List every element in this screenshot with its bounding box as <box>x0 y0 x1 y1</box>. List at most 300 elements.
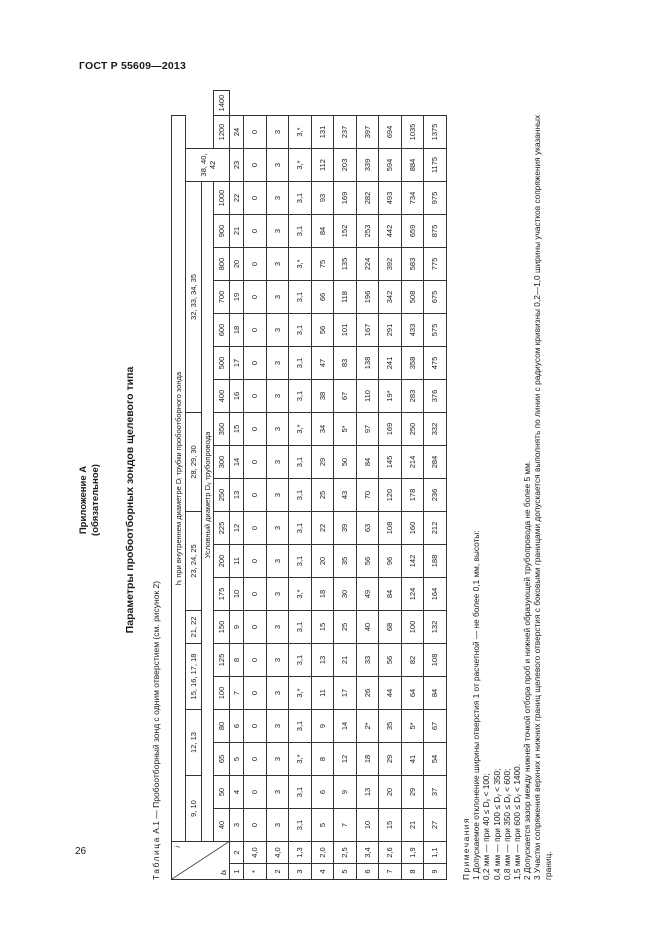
table-cell: 37 <box>424 776 447 809</box>
table-cell: 3,* <box>289 743 312 776</box>
table-cell: 21 <box>401 809 424 842</box>
note-line: 0,8 мм — при 350 ≤ Dᵧ < 600; <box>501 768 512 880</box>
table-cell: 659 <box>401 215 424 248</box>
table-cell: 64 <box>401 677 424 710</box>
table-cell: 675 <box>424 281 447 314</box>
table-cell: 100 <box>401 611 424 644</box>
table-cell: 3,1 <box>289 314 312 347</box>
column-number: 24 <box>230 116 244 149</box>
row-index-cell: 9 <box>424 864 447 880</box>
table-cell: 250 <box>401 413 424 446</box>
table-cell: 3 <box>266 248 289 281</box>
table-cell: 11 <box>311 677 334 710</box>
table-cell: 0 <box>244 116 267 149</box>
table-cell: 0 <box>244 644 267 677</box>
table-cell: 283 <box>401 380 424 413</box>
diameter-header: 65 <box>214 743 230 776</box>
table-cell: 3 <box>266 281 289 314</box>
table-cell: 3 <box>266 413 289 446</box>
note-line: 2 Допускается зазор между нижней точкой отбора проб и нижней образующей трубопровода не более 5 мм. <box>522 460 533 880</box>
table-cell: 120 <box>379 479 402 512</box>
table-cell: 0 <box>244 611 267 644</box>
note-line: 3 Участки сопряжения верхних и нижних границ щелевого отверстия с боковыми границами допускается выполнять по линии с радиусом кривизны 0,2—1,0 ширины участков сопряжения указанных границ. <box>532 114 553 880</box>
table-cell: 3,1 <box>289 512 312 545</box>
table-cell: 152 <box>334 215 357 248</box>
table-cell: 54 <box>424 743 447 776</box>
table-cell: 145 <box>379 446 402 479</box>
table-cell: 167 <box>356 314 379 347</box>
pipe-group-header: 38, 40, 42 <box>186 149 230 182</box>
table-cell: 20 <box>379 776 402 809</box>
column-number: 5 <box>230 743 244 776</box>
row-width-cell: 2,6 <box>379 842 402 864</box>
table-cell: 35 <box>334 545 357 578</box>
diameter-header: 40 <box>214 809 230 842</box>
column-number: 18 <box>230 314 244 347</box>
table-cell: 3,1 <box>289 479 312 512</box>
table-cell: 138 <box>356 347 379 380</box>
table-cell: 10 <box>356 809 379 842</box>
table-cell: 0 <box>244 215 267 248</box>
table-cell: 84 <box>379 578 402 611</box>
table-cell: 253 <box>356 215 379 248</box>
pipe-group-header: 23, 24, 25 <box>186 512 202 611</box>
table-cell: 0 <box>244 413 267 446</box>
table-cell: 975 <box>424 182 447 215</box>
row-index-cell: 3 <box>289 864 312 880</box>
table-cell: 13 <box>356 776 379 809</box>
table-cell: 0 <box>244 479 267 512</box>
table-cell: 97 <box>356 413 379 446</box>
table-cell: 135 <box>334 248 357 281</box>
row-width-cell: 2,5 <box>334 842 357 864</box>
table-cell: 3 <box>266 347 289 380</box>
table-cell: 3 <box>266 380 289 413</box>
table-cell: 0 <box>244 578 267 611</box>
table-cell: 3,* <box>289 413 312 446</box>
table-row <box>424 91 447 880</box>
diameter-header: 600 <box>214 314 230 347</box>
row-index-cell: 6 <box>356 864 379 880</box>
column-number: 14 <box>230 446 244 479</box>
diameter-header: 175 <box>214 578 230 611</box>
column-number: 19 <box>230 281 244 314</box>
column-number: 6 <box>230 710 244 743</box>
table-cell: 47 <box>311 347 334 380</box>
table-cell: 3,1 <box>289 545 312 578</box>
table-cell: 475 <box>424 347 447 380</box>
table-cell: 56 <box>311 314 334 347</box>
column-number: 9 <box>230 611 244 644</box>
diameter-header: 1200 <box>214 116 230 149</box>
table-row <box>356 91 379 880</box>
row-index-cell: 5 <box>334 864 357 880</box>
notes-heading: Примечания <box>461 817 471 880</box>
column-number: 21 <box>230 215 244 248</box>
table-cell: 18 <box>356 743 379 776</box>
column-number: 7 <box>230 677 244 710</box>
table-cell: 124 <box>401 578 424 611</box>
caption-prefix: Таблица <box>151 836 161 880</box>
pipe-group-header: 15, 16, 17, 18 <box>186 644 202 710</box>
table-cell: 3 <box>266 710 289 743</box>
column-number: 11 <box>230 545 244 578</box>
row-index-cell: 8 <box>401 864 424 880</box>
pipe-group-header: 28, 29, 30 <box>186 413 202 512</box>
table-cell: 25 <box>311 479 334 512</box>
table-cell: 160 <box>401 512 424 545</box>
diameter-header: 225 <box>214 512 230 545</box>
table-cell: 694 <box>379 116 402 149</box>
table-cell: 44 <box>379 677 402 710</box>
table-cell: 34 <box>311 413 334 446</box>
table-cell: 0 <box>244 314 267 347</box>
table-cell: 775 <box>424 248 447 281</box>
table-cell: 3,1 <box>289 215 312 248</box>
pipe-group-header: 32, 33, 34, 35 <box>186 182 202 413</box>
row-index-cell: 2 <box>266 864 289 880</box>
table-cell: 50 <box>334 446 357 479</box>
table-cell: 30 <box>334 578 357 611</box>
table-cell: 68 <box>379 611 402 644</box>
table-cell: 0 <box>244 512 267 545</box>
table-cell: 3 <box>266 215 289 248</box>
table-cell: 3,1 <box>289 380 312 413</box>
table-cell: 108 <box>379 512 402 545</box>
diameter-header: 1000 <box>214 182 230 215</box>
diameter-header: 900 <box>214 215 230 248</box>
table-row <box>334 91 357 880</box>
column-number: 1 <box>230 864 244 880</box>
column-number: 15 <box>230 413 244 446</box>
table-cell: 96 <box>379 545 402 578</box>
table-cell: 13 <box>311 644 334 677</box>
table-cell: 142 <box>401 545 424 578</box>
table-cell: 3 <box>266 611 289 644</box>
table-cell: 3,* <box>289 149 312 182</box>
table-cell: 583 <box>401 248 424 281</box>
table-cell: 339 <box>356 149 379 182</box>
table-cell: 2* <box>356 710 379 743</box>
table-cell: 84 <box>311 215 334 248</box>
table-cell: 6 <box>311 776 334 809</box>
column-number: 8 <box>230 644 244 677</box>
table-cell: 63 <box>356 512 379 545</box>
table-cell: 3,1 <box>289 776 312 809</box>
table-row <box>244 91 267 880</box>
table-cell: 3 <box>266 182 289 215</box>
table-cell: 284 <box>424 446 447 479</box>
table-cell: 20 <box>311 545 334 578</box>
appendix-title: Параметры пробоотборных зондов щелевого типа <box>124 366 136 634</box>
diameter-header: 100 <box>214 677 230 710</box>
table-cell: 575 <box>424 314 447 347</box>
diameter-header: 1400 <box>214 91 230 116</box>
table-cell: 132 <box>424 611 447 644</box>
table-cell: 101 <box>334 314 357 347</box>
table-cell: 131 <box>311 116 334 149</box>
appendix-heading <box>78 120 102 880</box>
table-cell: 70 <box>356 479 379 512</box>
table-cell: 75 <box>311 248 334 281</box>
column-number: 17 <box>230 347 244 380</box>
note-line: 0,2 мм — при 40 ≤ Dᵧ < 100; <box>481 773 492 880</box>
table-cell: 108 <box>424 644 447 677</box>
column-number: 13 <box>230 479 244 512</box>
diameter-header: 250 <box>214 479 230 512</box>
table-cell: 0 <box>244 677 267 710</box>
table-cell: 0 <box>244 809 267 842</box>
diameter-header: 300 <box>214 446 230 479</box>
table-cell: 594 <box>379 149 402 182</box>
table-cell: 3 <box>266 809 289 842</box>
table-cell: 27 <box>424 809 447 842</box>
diameter-header: 50 <box>214 776 230 809</box>
diameter-header: 400 <box>214 380 230 413</box>
table-cell: 0 <box>244 710 267 743</box>
table-cell: 358 <box>401 347 424 380</box>
table-cell: 164 <box>424 578 447 611</box>
column-number: 4 <box>230 776 244 809</box>
table-cell: 19* <box>379 380 402 413</box>
table-cell: 236 <box>424 479 447 512</box>
table-cell: 15 <box>379 809 402 842</box>
table-cell: 84 <box>424 677 447 710</box>
table-cell: 5* <box>334 413 357 446</box>
table-cell: 56 <box>356 545 379 578</box>
rotated-content <box>76 80 566 880</box>
table-cell: 0 <box>244 545 267 578</box>
table-cell: 433 <box>401 314 424 347</box>
table-cell: 342 <box>379 281 402 314</box>
table-cell: 0 <box>244 281 267 314</box>
row-width-cell: 3,4 <box>356 842 379 864</box>
pipe-group-header: 12, 13 <box>186 710 202 776</box>
diameter-header: 700 <box>214 281 230 314</box>
column-number: 2 <box>230 842 244 864</box>
table-cell: 3 <box>266 677 289 710</box>
table-cell: 29 <box>311 446 334 479</box>
table-cell: 33 <box>356 644 379 677</box>
table-cell: 26 <box>356 677 379 710</box>
table-cell: 18 <box>311 578 334 611</box>
table-row <box>311 91 334 880</box>
table-cell: 214 <box>401 446 424 479</box>
table-cell: 25 <box>334 611 357 644</box>
diameter-header: 125 <box>214 644 230 677</box>
table-cell: 3 <box>266 446 289 479</box>
table-cell: 14 <box>334 710 357 743</box>
table-cell: 237 <box>334 116 357 149</box>
table-cell: 1375 <box>424 116 447 149</box>
table-cell: 875 <box>424 215 447 248</box>
appendix-name: Приложение А <box>78 465 89 535</box>
table-cell: 35 <box>379 710 402 743</box>
table-cell: 110 <box>356 380 379 413</box>
table-cell: 1035 <box>401 116 424 149</box>
column-number: 10 <box>230 578 244 611</box>
table-cell: 67 <box>424 710 447 743</box>
table-cell: 3 <box>266 545 289 578</box>
corner-label-b: bᵢ <box>219 869 228 875</box>
table-cell: 118 <box>334 281 357 314</box>
table-cell: 282 <box>356 182 379 215</box>
column-number: 16 <box>230 380 244 413</box>
table-cell: 0 <box>244 347 267 380</box>
diameter-header: 150 <box>214 611 230 644</box>
row-index-cell: 4 <box>311 864 334 880</box>
note-line: 1 Допускаемое отклонение ширины отверстия 1 от расчетной — не более 0,1 мм, высоты: <box>471 530 482 880</box>
table-cell: 43 <box>334 479 357 512</box>
table-cell: 196 <box>356 281 379 314</box>
table-cell: 169 <box>334 182 357 215</box>
column-number: 3 <box>230 809 244 842</box>
table-cell: 5* <box>401 710 424 743</box>
table-cell: 3,* <box>289 116 312 149</box>
page-number: 26 <box>75 846 87 857</box>
table-cell: 3 <box>266 512 289 545</box>
table-cell: 112 <box>311 149 334 182</box>
table-cell: 7 <box>334 809 357 842</box>
row-index-cell: 7 <box>379 864 402 880</box>
table-cell: 3 <box>266 314 289 347</box>
table-row <box>289 91 312 880</box>
table-cell: 884 <box>401 149 424 182</box>
table-cell: 3,1 <box>289 611 312 644</box>
table-row <box>379 91 402 880</box>
table-cell: 493 <box>379 182 402 215</box>
row-width-cell: 4,0 <box>266 842 289 864</box>
table-cell: 40 <box>356 611 379 644</box>
table-cell: 3 <box>266 116 289 149</box>
row-width-cell: 1,9 <box>401 842 424 864</box>
table-cell: 56 <box>379 644 402 677</box>
group-header: hᵢ при внутреннем диаметре Dᵢ трубки пробоотборного зонда <box>172 116 186 842</box>
column-number: 22 <box>230 182 244 215</box>
table-cell: 17 <box>334 677 357 710</box>
table-cell: 29 <box>379 743 402 776</box>
pipe-group-header: 21, 22 <box>186 611 202 644</box>
diameter-header: 350 <box>214 413 230 446</box>
table-cell: 0 <box>244 776 267 809</box>
column-number: 23 <box>230 149 244 182</box>
table-cell: 49 <box>356 578 379 611</box>
corner-cell <box>172 842 230 880</box>
table-cell: 3,1 <box>289 809 312 842</box>
table-cell: 3 <box>266 578 289 611</box>
table-cell: 3 <box>266 479 289 512</box>
diameter-header: 80 <box>214 710 230 743</box>
table-cell: 3,* <box>289 677 312 710</box>
table-cell: 0 <box>244 380 267 413</box>
table-cell: 241 <box>379 347 402 380</box>
table-cell: 734 <box>401 182 424 215</box>
table-cell: 212 <box>424 512 447 545</box>
table-cell: 188 <box>424 545 447 578</box>
column-number: 12 <box>230 512 244 545</box>
diameter-header: 800 <box>214 248 230 281</box>
table-cell: 3,* <box>289 578 312 611</box>
table-cell: 39 <box>334 512 357 545</box>
table-cell: 41 <box>401 743 424 776</box>
table-cell: 3,1 <box>289 347 312 380</box>
table-row <box>266 91 289 880</box>
table-cell: 3,1 <box>289 182 312 215</box>
table-cell: 178 <box>401 479 424 512</box>
table-cell: 291 <box>379 314 402 347</box>
caption-text: А.1 — Пробоотборный зонд с одним отверстием (см. рисунок 2) <box>151 580 161 837</box>
row-width-cell: 1,3 <box>289 842 312 864</box>
table-cell: 3,1 <box>289 281 312 314</box>
table-row <box>401 91 424 880</box>
appendix-type: (обязательное) <box>90 464 101 536</box>
table-cell: 66 <box>311 281 334 314</box>
table-cell: 376 <box>424 380 447 413</box>
row-width-cell: 2,0 <box>311 842 334 864</box>
table-cell: 84 <box>356 446 379 479</box>
pipe-group-header: 9, 10 <box>186 776 202 842</box>
table-cell: 442 <box>379 215 402 248</box>
table-cell: 3,1 <box>289 644 312 677</box>
corner-label-i: i <box>173 846 182 848</box>
table-cell: 3 <box>266 149 289 182</box>
table-cell: 332 <box>424 413 447 446</box>
table-cell: 82 <box>401 644 424 677</box>
diameter-header: 200 <box>214 545 230 578</box>
table-cell: 83 <box>334 347 357 380</box>
table-cell: 15 <box>311 611 334 644</box>
table-cell: 3 <box>266 743 289 776</box>
diameter-header: 500 <box>214 347 230 380</box>
table-cell: 12 <box>334 743 357 776</box>
table-cell: 9 <box>311 710 334 743</box>
note-line: 0,4 мм — при 100 ≤ Dᵧ < 350; <box>491 768 502 880</box>
table-cell: 21 <box>334 644 357 677</box>
table-cell: 3,1 <box>289 446 312 479</box>
table-cell: 392 <box>379 248 402 281</box>
table-cell: 169 <box>379 413 402 446</box>
table-cell: 3,* <box>289 248 312 281</box>
table-cell: 3 <box>266 644 289 677</box>
table-cell: 3 <box>266 776 289 809</box>
table-cell: 9 <box>334 776 357 809</box>
note-line: 1,5 мм — при 600 ≤ Dᵧ < 1400. <box>512 763 523 880</box>
notes <box>461 90 553 880</box>
table-cell: 224 <box>356 248 379 281</box>
table-caption <box>151 581 161 880</box>
table-cell: 203 <box>334 149 357 182</box>
table-cell: 0 <box>244 182 267 215</box>
row-width-cell: 1,1 <box>424 842 447 864</box>
table-cell: 93 <box>311 182 334 215</box>
table-cell: 0 <box>244 446 267 479</box>
subheader: Условный диаметр Dᵧ трубопровода <box>202 149 214 842</box>
row-index-cell: * <box>244 864 267 880</box>
table-cell: 29 <box>401 776 424 809</box>
table-cell: 508 <box>401 281 424 314</box>
column-number: 20 <box>230 248 244 281</box>
table-cell: 3,1 <box>289 710 312 743</box>
document-header: ГОСТ Р 55609—2013 <box>79 60 187 72</box>
table-cell: 67 <box>334 380 357 413</box>
table-cell: 0 <box>244 248 267 281</box>
probe-parameters-table <box>171 90 447 880</box>
table-cell: 1175 <box>424 149 447 182</box>
table-cell: 22 <box>311 512 334 545</box>
table-cell: 5 <box>311 809 334 842</box>
table-cell: 38 <box>311 380 334 413</box>
row-width-cell: 4,0 <box>244 842 267 864</box>
